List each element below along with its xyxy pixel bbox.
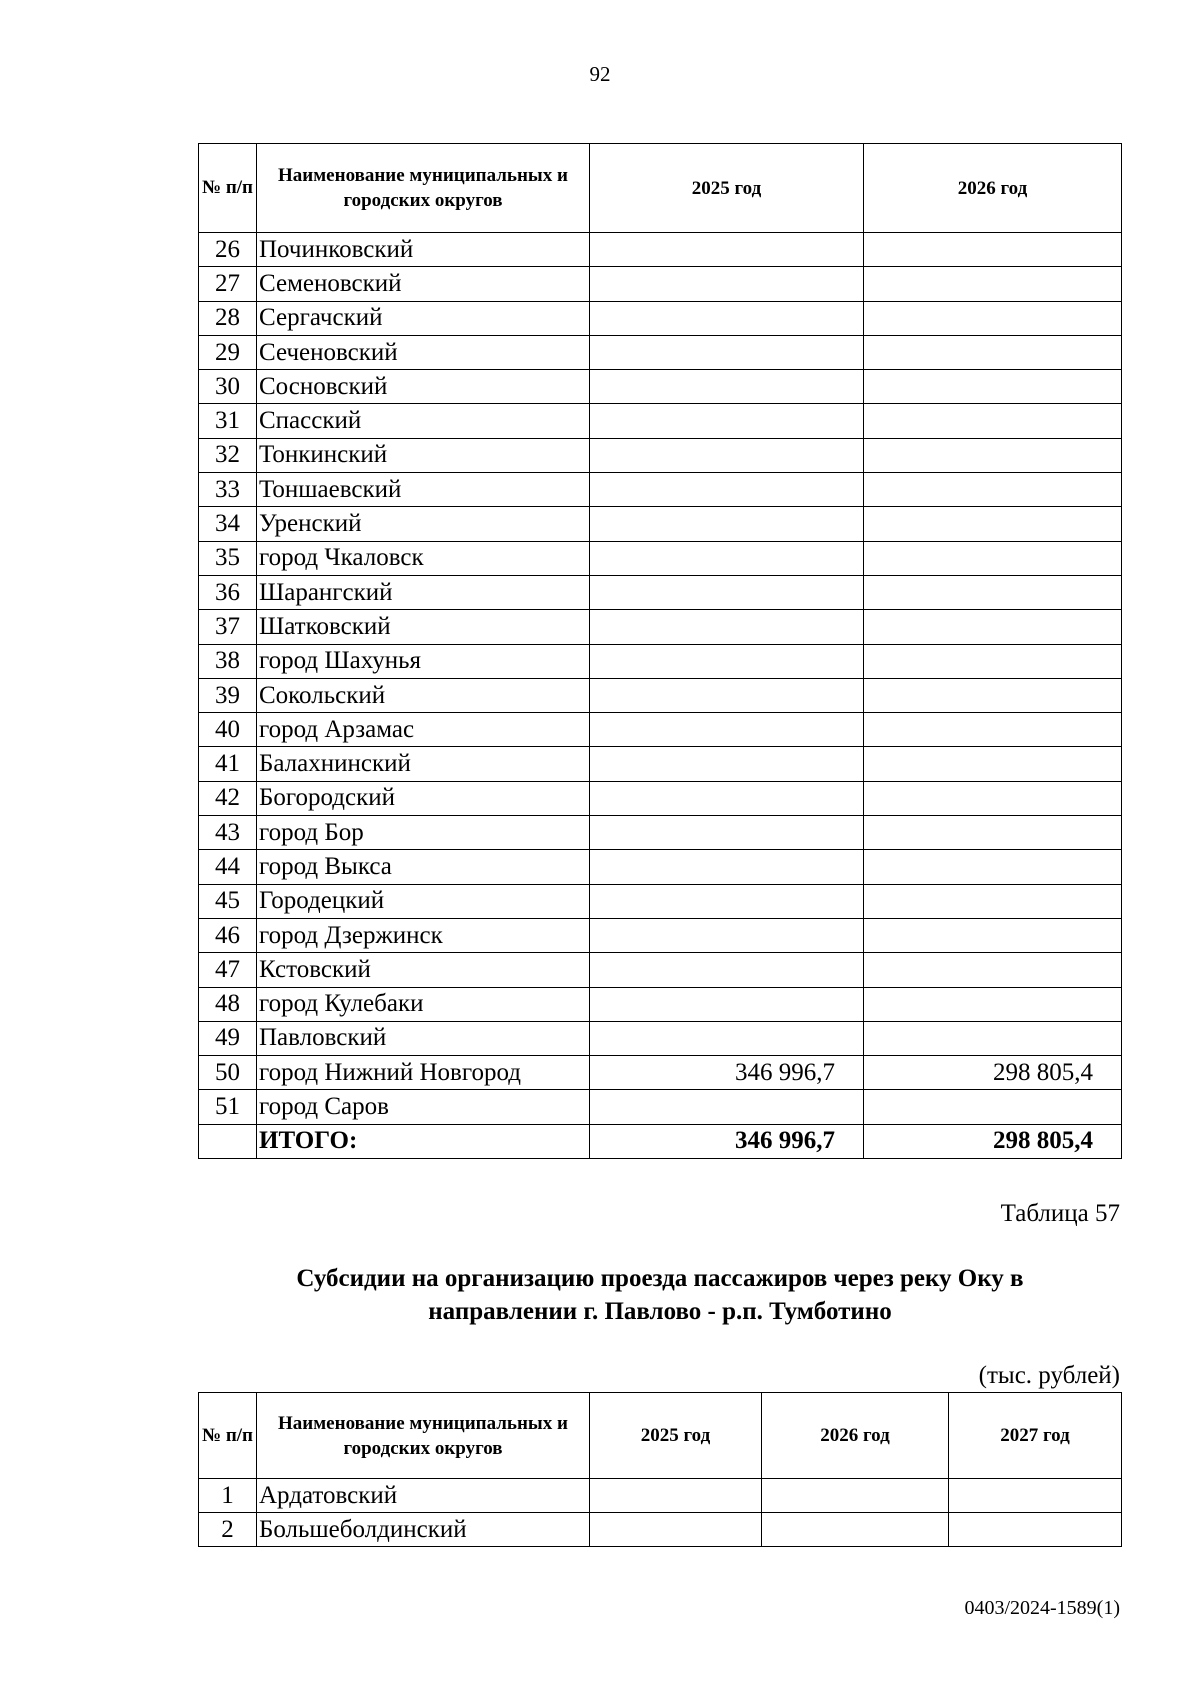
table-title	[0, 1262, 1200, 1328]
row-name: Балахнинский	[257, 747, 590, 781]
table-caption: Таблица 57	[1000, 1200, 1120, 1227]
table-row	[199, 438, 1122, 472]
row-name: Сосновский	[257, 370, 590, 404]
table-row	[199, 507, 1122, 541]
header-name-text: Наименование муниципальных и городских округов	[278, 165, 568, 211]
total-row	[199, 1124, 1122, 1158]
header-num-text: № п/п	[201, 1424, 254, 1446]
row-2027-value	[949, 1513, 1122, 1547]
table-row	[199, 678, 1122, 712]
row-number: 47	[199, 953, 257, 987]
row-2025-value	[590, 1479, 762, 1513]
table-row	[199, 1021, 1122, 1055]
total-2026-value: 298 805,4	[864, 1124, 1122, 1158]
header-num	[199, 144, 257, 233]
table-row	[199, 267, 1122, 301]
header-2025: 2025 год	[590, 144, 864, 233]
row-name: Богородский	[257, 781, 590, 815]
row-name: город Дзержинск	[257, 918, 590, 952]
table-57	[198, 1392, 1122, 1547]
row-number: 48	[199, 987, 257, 1021]
row-number: 40	[199, 713, 257, 747]
row-number: 50	[199, 1056, 257, 1090]
row-2025-value	[590, 781, 864, 815]
row-name: Кстовский	[257, 953, 590, 987]
row-number: 36	[199, 575, 257, 609]
units-label: (тыс. рублей)	[978, 1362, 1120, 1389]
row-number: 51	[199, 1090, 257, 1124]
row-number: 35	[199, 541, 257, 575]
table-row	[199, 747, 1122, 781]
row-name: Тонкинский	[257, 438, 590, 472]
row-2026-value	[864, 953, 1122, 987]
table-row	[199, 953, 1122, 987]
row-2025-value	[590, 610, 864, 644]
row-2026-value	[864, 575, 1122, 609]
table-row	[199, 1090, 1122, 1124]
row-name: Павловский	[257, 1021, 590, 1055]
header-2027: 2027 год	[949, 1393, 1122, 1479]
row-name: Сокольский	[257, 678, 590, 712]
row-2026-value	[864, 987, 1122, 1021]
row-name: город Выкса	[257, 850, 590, 884]
row-2026-value	[864, 1021, 1122, 1055]
row-2026-value	[864, 301, 1122, 335]
row-2026-value	[864, 438, 1122, 472]
row-2025-value	[590, 747, 864, 781]
row-2026-value	[864, 370, 1122, 404]
page-number: 92	[589, 62, 611, 86]
row-2025-value: 346 996,7	[590, 1056, 864, 1090]
row-name: город Шахунья	[257, 644, 590, 678]
row-2025-value	[590, 575, 864, 609]
row-2026-value	[762, 1513, 949, 1547]
total-blank-cell	[199, 1124, 257, 1158]
row-number: 49	[199, 1021, 257, 1055]
row-2025-value	[590, 1513, 762, 1547]
row-name: Городецкий	[257, 884, 590, 918]
title-line-2: направлении г. Павлово - р.п. Тумботино	[428, 1298, 892, 1325]
row-number: 33	[199, 473, 257, 507]
row-2026-value: 298 805,4	[864, 1056, 1122, 1090]
title-line-1: Субсидии на организацию проезда пассажиров через реку Оку в	[296, 1265, 1024, 1292]
row-2026-value	[864, 884, 1122, 918]
row-2025-value	[590, 1021, 864, 1055]
row-number: 29	[199, 335, 257, 369]
row-2025-value	[590, 678, 864, 712]
row-number: 37	[199, 610, 257, 644]
row-2026-value	[864, 233, 1122, 267]
row-2025-value	[590, 473, 864, 507]
row-number: 30	[199, 370, 257, 404]
total-label: ИТОГО:	[257, 1124, 590, 1158]
row-name: Семеновский	[257, 267, 590, 301]
table-row	[199, 1513, 1122, 1547]
row-number: 38	[199, 644, 257, 678]
table-header-row	[199, 144, 1122, 233]
row-number: 26	[199, 233, 257, 267]
table-row	[199, 370, 1122, 404]
header-2026: 2026 год	[864, 144, 1122, 233]
row-2026-value	[864, 747, 1122, 781]
row-2025-value	[590, 884, 864, 918]
row-2026-value	[864, 335, 1122, 369]
table-row	[199, 233, 1122, 267]
table-row	[199, 335, 1122, 369]
row-2026-value	[864, 678, 1122, 712]
row-name: Шарангский	[257, 575, 590, 609]
row-2025-value	[590, 1090, 864, 1124]
total-2025-value: 346 996,7	[590, 1124, 864, 1158]
row-2025-value	[590, 850, 864, 884]
row-name: Большеболдинский	[257, 1513, 590, 1547]
row-2026-value	[864, 850, 1122, 884]
row-2025-value	[590, 713, 864, 747]
table-row	[199, 884, 1122, 918]
table-row	[199, 610, 1122, 644]
table-row	[199, 541, 1122, 575]
table-row	[199, 850, 1122, 884]
row-number: 46	[199, 918, 257, 952]
row-2026-value	[762, 1479, 949, 1513]
table-row	[199, 1056, 1122, 1090]
row-name: Уренский	[257, 507, 590, 541]
row-2026-value	[864, 713, 1122, 747]
row-2025-value	[590, 644, 864, 678]
table-row	[199, 644, 1122, 678]
row-name: город Кулебаки	[257, 987, 590, 1021]
row-2025-value	[590, 953, 864, 987]
row-name: город Нижний Новгород	[257, 1056, 590, 1090]
row-2027-value	[949, 1479, 1122, 1513]
row-number: 44	[199, 850, 257, 884]
row-2025-value	[590, 233, 864, 267]
row-name: Шатковский	[257, 610, 590, 644]
row-number: 43	[199, 816, 257, 850]
row-2026-value	[864, 541, 1122, 575]
row-2026-value	[864, 918, 1122, 952]
row-name: Тоншаевский	[257, 473, 590, 507]
row-number: 27	[199, 267, 257, 301]
row-name: Сеченовский	[257, 335, 590, 369]
header-num	[199, 1393, 257, 1479]
row-2026-value	[864, 1090, 1122, 1124]
row-2026-value	[864, 610, 1122, 644]
row-number: 34	[199, 507, 257, 541]
row-2025-value	[590, 267, 864, 301]
header-name-text: Наименование муниципальных и городских округов	[278, 1412, 568, 1459]
row-2026-value	[864, 473, 1122, 507]
row-number: 45	[199, 884, 257, 918]
table-row	[199, 473, 1122, 507]
row-2025-value	[590, 438, 864, 472]
table-row	[199, 781, 1122, 815]
table-row	[199, 918, 1122, 952]
subsidies-table-continued	[198, 143, 1122, 1159]
row-name: город Чкаловск	[257, 541, 590, 575]
row-name: Починковский	[257, 233, 590, 267]
row-2026-value	[864, 507, 1122, 541]
row-number: 32	[199, 438, 257, 472]
row-number: 2	[199, 1513, 257, 1547]
header-name	[257, 144, 590, 233]
row-name: город Арзамас	[257, 713, 590, 747]
row-2025-value	[590, 301, 864, 335]
row-2025-value	[590, 335, 864, 369]
row-2025-value	[590, 370, 864, 404]
row-2026-value	[864, 781, 1122, 815]
row-name: Сергачский	[257, 301, 590, 335]
row-2025-value	[590, 541, 864, 575]
row-name: Спасский	[257, 404, 590, 438]
row-2025-value	[590, 918, 864, 952]
row-2026-value	[864, 816, 1122, 850]
row-2025-value	[590, 507, 864, 541]
row-2025-value	[590, 987, 864, 1021]
table-row	[199, 816, 1122, 850]
row-2025-value	[590, 816, 864, 850]
header-2026: 2026 год	[762, 1393, 949, 1479]
table-row	[199, 301, 1122, 335]
row-number: 28	[199, 301, 257, 335]
row-2026-value	[864, 404, 1122, 438]
table-row	[199, 987, 1122, 1021]
row-number: 42	[199, 781, 257, 815]
row-name: Ардатовский	[257, 1479, 590, 1513]
row-2025-value	[590, 404, 864, 438]
table-row	[199, 404, 1122, 438]
row-number: 1	[199, 1479, 257, 1513]
table-header-row	[199, 1393, 1122, 1479]
row-2026-value	[864, 267, 1122, 301]
row-number: 41	[199, 747, 257, 781]
row-number: 39	[199, 678, 257, 712]
row-number: 31	[199, 404, 257, 438]
header-name	[257, 1393, 590, 1479]
header-num-text: № п/п	[201, 177, 254, 198]
row-name: город Саров	[257, 1090, 590, 1124]
header-2025: 2025 год	[590, 1393, 762, 1479]
table-row	[199, 1479, 1122, 1513]
table-row	[199, 713, 1122, 747]
document-code: 0403/2024-1589(1)	[964, 1597, 1120, 1619]
row-2026-value	[864, 644, 1122, 678]
table-row	[199, 575, 1122, 609]
row-name: город Бор	[257, 816, 590, 850]
